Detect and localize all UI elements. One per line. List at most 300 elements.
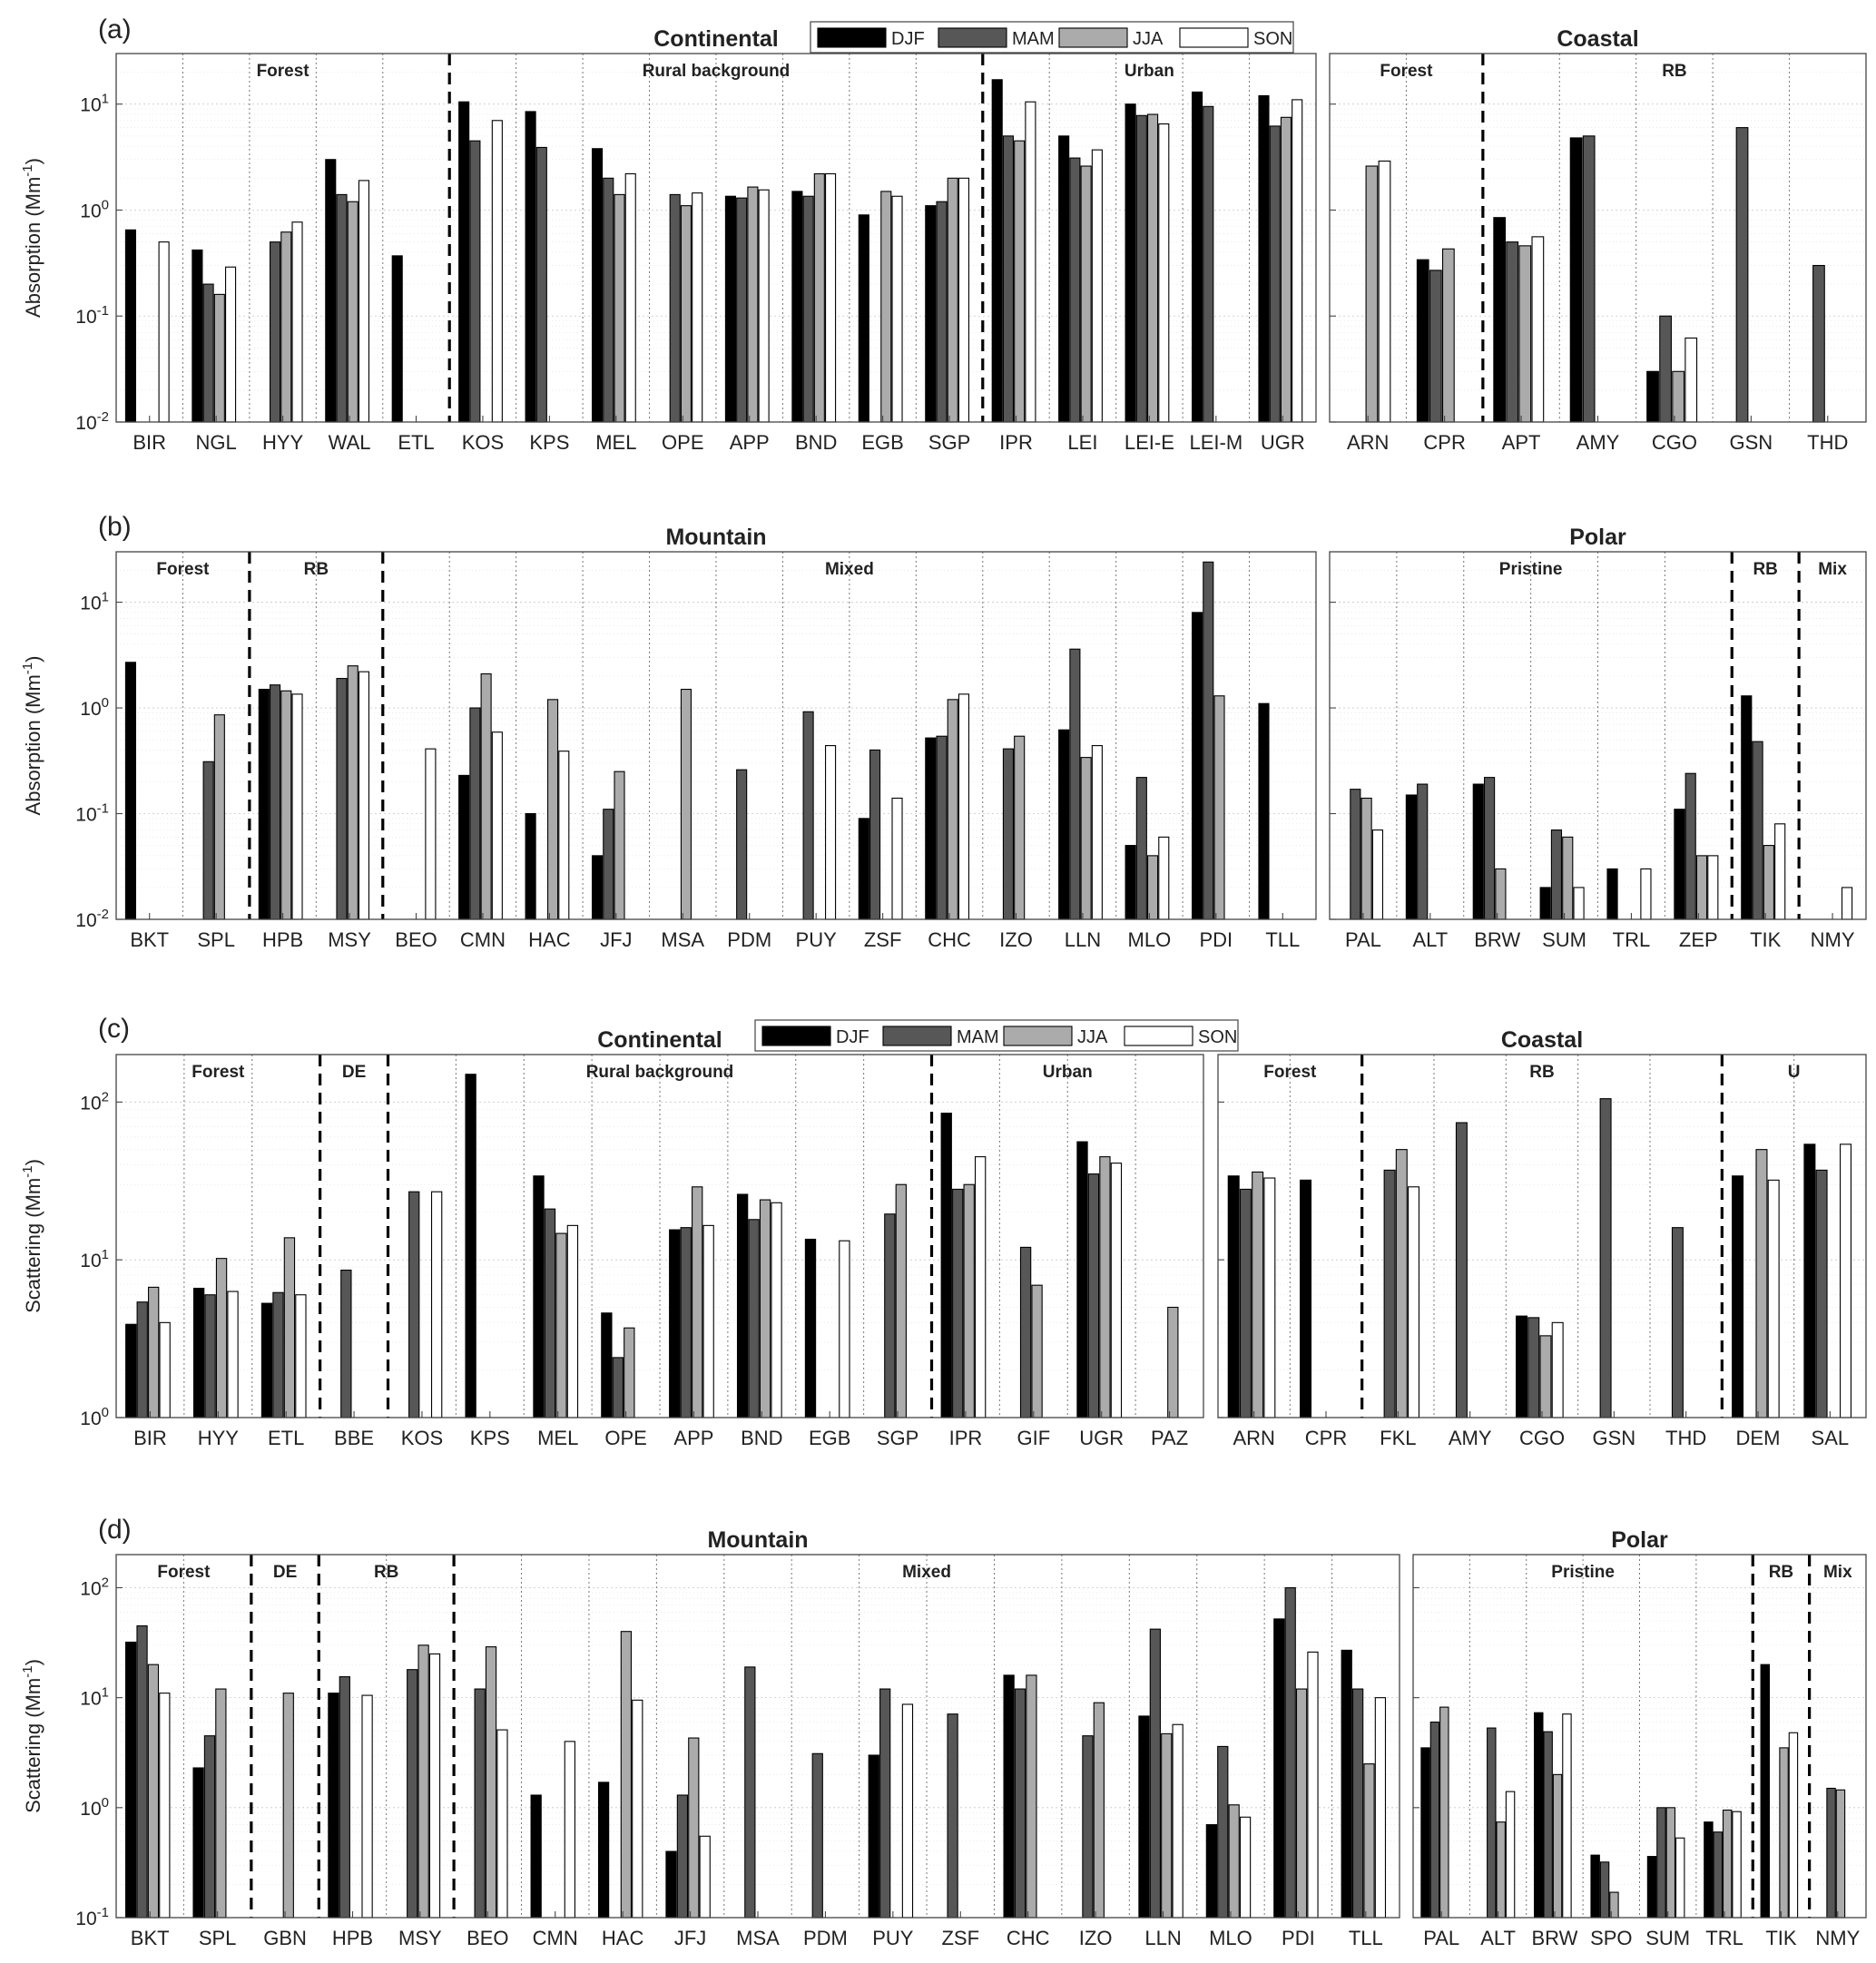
y-axis-label: Absorption $(Mm^{-1})$ bbox=[20, 655, 44, 816]
bar-egb-son bbox=[840, 1241, 850, 1418]
bar-mel-djf bbox=[534, 1176, 544, 1418]
bar-ngl-djf bbox=[192, 250, 202, 422]
x-tick-label: JFJ bbox=[673, 1927, 707, 1949]
x-tick-label: PDM bbox=[802, 1927, 848, 1949]
bar-bkt-djf bbox=[126, 1642, 136, 1918]
bar-trl-mam bbox=[1714, 1832, 1722, 1918]
panel-a bbox=[20, 15, 1866, 454]
bar-pdi-mam bbox=[1285, 1587, 1295, 1918]
bar-wal-jja bbox=[348, 201, 358, 422]
bar-app-jja bbox=[748, 187, 758, 422]
bar-alt-jja bbox=[1497, 1822, 1505, 1918]
legend-label-mam: MAM bbox=[957, 1027, 999, 1047]
group-label: DE bbox=[272, 1563, 298, 1582]
bar-trl-son bbox=[1641, 869, 1651, 919]
bar-app-mam bbox=[681, 1228, 691, 1418]
bar-sgp-jja bbox=[948, 178, 958, 422]
bar-msy-mam bbox=[337, 679, 347, 919]
x-tick-label: NGL bbox=[195, 431, 237, 454]
x-tick-label: TRL bbox=[1705, 1927, 1743, 1949]
group-label: RB bbox=[1768, 1563, 1794, 1582]
bar-app-son bbox=[703, 1225, 713, 1418]
x-tick-label: SGP bbox=[876, 1427, 919, 1449]
bar-ugr-jja bbox=[1100, 1157, 1110, 1418]
bar-chc-jja bbox=[1026, 1675, 1036, 1918]
x-tick-label: BKT bbox=[130, 928, 170, 951]
x-tick-label: SPL bbox=[197, 928, 235, 951]
bar-brw-djf bbox=[1535, 1713, 1543, 1918]
bar-mlo-mam bbox=[1136, 778, 1146, 919]
bar-jfj-mam bbox=[677, 1795, 687, 1918]
axes-coastal bbox=[1218, 1027, 1866, 1449]
group-label: RB bbox=[1753, 560, 1778, 579]
x-tick-label: BRW bbox=[1474, 928, 1521, 951]
bar-chc-jja bbox=[948, 700, 958, 919]
x-tick-label: PAZ bbox=[1150, 1427, 1189, 1449]
bar-kos-mam bbox=[470, 141, 480, 422]
panel-b bbox=[20, 512, 1866, 951]
panel-c bbox=[20, 1014, 1866, 1449]
x-tick-label: OPE bbox=[604, 1427, 647, 1449]
legend-swatch-mam bbox=[938, 28, 1007, 47]
bar-pal-djf bbox=[1421, 1748, 1429, 1918]
axes-continental bbox=[80, 1027, 1203, 1449]
y-tick-label: $10^1$ bbox=[80, 1684, 109, 1710]
bar-cgo-son bbox=[1552, 1322, 1563, 1418]
bar-lln-djf bbox=[1139, 1716, 1149, 1918]
axes-title: Coastal bbox=[1557, 26, 1639, 52]
x-tick-label: ALT bbox=[1412, 928, 1449, 951]
bar-tik-mam bbox=[1753, 741, 1763, 919]
bar-cgo-son bbox=[1685, 338, 1697, 422]
x-tick-label: EGB bbox=[861, 431, 904, 454]
bar-jfj-jja bbox=[689, 1738, 699, 1918]
axes-coastal bbox=[1330, 26, 1866, 454]
group-label: Forest bbox=[157, 1563, 211, 1582]
legend bbox=[755, 1020, 1238, 1051]
bar-spo-djf bbox=[1591, 1855, 1599, 1918]
x-tick-label: GIF bbox=[1017, 1427, 1051, 1449]
bar-mel-mam bbox=[604, 178, 614, 422]
bar-bir-djf bbox=[125, 230, 135, 422]
x-tick-label: PDM bbox=[727, 928, 772, 951]
bar-izo-jja bbox=[1094, 1703, 1104, 1918]
bar-apt-djf bbox=[1494, 218, 1506, 422]
x-tick-label: MLO bbox=[1127, 928, 1172, 951]
bar-kos-son bbox=[432, 1192, 442, 1418]
bar-beo-son bbox=[497, 1730, 507, 1918]
bar-cgo-djf bbox=[1647, 371, 1659, 422]
bar-lln-son bbox=[1092, 746, 1102, 919]
bar-lei-e-djf bbox=[1125, 104, 1135, 422]
x-tick-label: ZSF bbox=[941, 1927, 980, 1949]
bar-pdm-mam bbox=[737, 770, 747, 919]
bar-cgo-mam bbox=[1660, 316, 1672, 422]
x-tick-label: IZO bbox=[999, 928, 1033, 951]
bar-ipr-mam bbox=[953, 1189, 963, 1418]
bar-ope-mam bbox=[613, 1358, 623, 1418]
bar-arn-son bbox=[1379, 161, 1390, 422]
bar-jfj-son bbox=[700, 1836, 710, 1918]
bar-hac-jja bbox=[548, 700, 558, 919]
panel-label: (a) bbox=[98, 15, 132, 44]
bar-mel-djf bbox=[593, 149, 603, 422]
bar-sum-mam bbox=[1551, 830, 1561, 919]
x-tick-label: SUM bbox=[1645, 1927, 1691, 1949]
bar-bir-djf bbox=[126, 1324, 136, 1418]
group-label: Forest bbox=[256, 62, 309, 81]
legend-swatch-mam bbox=[883, 1026, 951, 1045]
group-label: Mix bbox=[1818, 560, 1847, 579]
bar-ugr-djf bbox=[1259, 95, 1269, 422]
bar-trl-djf bbox=[1607, 869, 1617, 919]
x-tick-label: TLL bbox=[1265, 928, 1301, 951]
axes-polar bbox=[1330, 525, 1866, 951]
x-tick-label: HYY bbox=[261, 431, 304, 454]
x-tick-label: ETL bbox=[398, 431, 435, 454]
x-tick-label: ALT bbox=[1480, 1927, 1516, 1949]
group-label: Urban bbox=[1124, 62, 1174, 81]
x-tick-label: MSY bbox=[328, 928, 371, 951]
x-tick-label: MEL bbox=[595, 431, 637, 454]
bar-egb-djf bbox=[859, 215, 869, 422]
x-tick-label: APP bbox=[729, 431, 770, 454]
x-tick-label: CGO bbox=[1518, 1427, 1566, 1449]
bar-kos-son bbox=[492, 121, 502, 422]
bar-cmn-djf bbox=[459, 775, 469, 919]
bar-cpr-djf bbox=[1301, 1180, 1311, 1418]
bar-apt-mam bbox=[1507, 242, 1518, 422]
x-tick-label: ARN bbox=[1233, 1427, 1275, 1449]
bar-ipr-djf bbox=[941, 1114, 951, 1418]
bar-dem-djf bbox=[1733, 1176, 1743, 1418]
legend-label-jja: JJA bbox=[1133, 29, 1164, 49]
bar-msy-mam bbox=[408, 1670, 417, 1918]
x-tick-label: MSA bbox=[736, 1927, 780, 1949]
bar-hpb-djf bbox=[329, 1693, 339, 1918]
bar-brw-djf bbox=[1473, 784, 1483, 919]
bar-arn-son bbox=[1264, 1178, 1275, 1418]
bar-hpb-djf bbox=[259, 690, 269, 919]
bar-lei-son bbox=[1092, 150, 1102, 422]
x-tick-label: UGR bbox=[1260, 431, 1305, 454]
bar-bir-son bbox=[160, 1322, 170, 1418]
group-label: Forest bbox=[156, 560, 210, 579]
bar-spl-mam bbox=[204, 1736, 214, 1918]
x-tick-label: HPB bbox=[261, 928, 304, 951]
bar-lei-e-son bbox=[1159, 124, 1169, 422]
x-tick-label: SGP bbox=[928, 431, 971, 454]
x-tick-label: CPR bbox=[1304, 1427, 1348, 1449]
bar-wal-son bbox=[359, 181, 368, 422]
x-tick-label: PDI bbox=[1282, 1927, 1315, 1949]
bar-ope-djf bbox=[602, 1313, 612, 1418]
bar-brw-son bbox=[1563, 1714, 1571, 1918]
bar-mel-jja bbox=[614, 194, 624, 422]
bar-arn-djf bbox=[1228, 1176, 1239, 1418]
group-label: RB bbox=[303, 560, 329, 579]
bar-apt-jja bbox=[1519, 246, 1531, 422]
bar-lei-e-mam bbox=[1136, 115, 1146, 422]
x-tick-label: THD bbox=[1807, 431, 1849, 454]
legend bbox=[810, 22, 1293, 53]
bar-app-mam bbox=[737, 198, 747, 422]
x-tick-label: IZO bbox=[1078, 1927, 1113, 1949]
y-tick-label: $10^{-1}$ bbox=[75, 303, 109, 329]
bar-etl-mam bbox=[273, 1292, 283, 1418]
axes-title: Polar bbox=[1611, 1527, 1668, 1553]
bar-puy-mam bbox=[880, 1689, 890, 1918]
bar-ipr-son bbox=[976, 1157, 986, 1418]
x-tick-label: KOS bbox=[461, 431, 505, 454]
x-tick-label: MSA bbox=[661, 928, 705, 951]
group-label: Mixed bbox=[902, 1563, 951, 1582]
x-tick-label: CMN bbox=[459, 928, 506, 951]
x-tick-label: MLO bbox=[1209, 1927, 1252, 1949]
bar-alt-son bbox=[1506, 1791, 1514, 1918]
bar-cmn-djf bbox=[531, 1795, 541, 1918]
bar-sum-mam bbox=[1657, 1808, 1665, 1918]
bar-kos-mam bbox=[409, 1192, 419, 1418]
x-tick-label: LEI bbox=[1067, 431, 1098, 454]
x-tick-label: BIR bbox=[133, 1427, 167, 1449]
bar-chc-djf bbox=[1004, 1675, 1014, 1918]
bar-mlo-son bbox=[1240, 1817, 1250, 1918]
x-tick-label: PUY bbox=[795, 928, 837, 951]
y-tick-label: $10^2$ bbox=[80, 1575, 109, 1600]
bar-cpr-mam bbox=[1429, 270, 1441, 422]
x-tick-label: SAL bbox=[1811, 1427, 1850, 1449]
group-label: DE bbox=[341, 1063, 367, 1082]
panel-label: (d) bbox=[98, 1515, 132, 1545]
group-label: Rural background bbox=[642, 62, 791, 81]
bar-izo-mam bbox=[1003, 749, 1013, 919]
x-tick-label: BEO bbox=[467, 1927, 509, 1949]
bar-hpb-son bbox=[292, 694, 302, 919]
bar-ugr-son bbox=[1111, 1163, 1121, 1418]
bar-pdi-djf bbox=[1193, 613, 1203, 919]
bar-jfj-djf bbox=[593, 856, 603, 919]
bar-hac-jja bbox=[621, 1632, 631, 1918]
x-tick-label: GSN bbox=[1592, 1427, 1636, 1449]
bar-sum-djf bbox=[1647, 1857, 1655, 1918]
bar-amy-djf bbox=[1570, 138, 1582, 422]
bar-lln-djf bbox=[1059, 730, 1069, 919]
bar-msy-jja bbox=[418, 1645, 428, 1918]
x-tick-label: PAL bbox=[1344, 928, 1381, 951]
bar-cgo-jja bbox=[1540, 1336, 1551, 1418]
bar-wal-mam bbox=[337, 194, 347, 422]
bar-app-son bbox=[759, 190, 769, 422]
legend-label-djf: DJF bbox=[891, 29, 925, 49]
bar-zsf-son bbox=[892, 799, 902, 919]
bar-amy-mam bbox=[1583, 136, 1595, 422]
x-tick-label: BIR bbox=[133, 431, 167, 454]
bar-ipr-son bbox=[1026, 102, 1036, 422]
x-tick-label: NMY bbox=[1810, 928, 1855, 951]
bar-ugr-djf bbox=[1077, 1142, 1087, 1418]
bar-brw-mam bbox=[1485, 778, 1495, 919]
x-tick-label: AMY bbox=[1576, 431, 1620, 454]
bar-etl-jja bbox=[284, 1238, 294, 1418]
bar-sgp-mam bbox=[885, 1214, 895, 1418]
bar-tll-djf bbox=[1259, 703, 1269, 919]
bar-izo-mam bbox=[1083, 1736, 1093, 1918]
bar-ugr-mam bbox=[1088, 1174, 1098, 1418]
bar-lln-mam bbox=[1070, 649, 1080, 919]
bar-etl-djf bbox=[392, 256, 402, 422]
group-label: RB bbox=[373, 1563, 399, 1582]
bar-ugr-jja bbox=[1281, 117, 1291, 422]
x-tick-label: BKT bbox=[130, 1927, 170, 1949]
bar-pdi-son bbox=[1308, 1652, 1318, 1918]
bar-gif-mam bbox=[1020, 1247, 1030, 1418]
x-tick-label: ARN bbox=[1346, 431, 1390, 454]
bar-beo-son bbox=[426, 749, 436, 919]
bar-spl-mam bbox=[203, 761, 213, 919]
bar-puy-djf bbox=[869, 1755, 879, 1918]
legend-swatch-jja bbox=[1004, 1026, 1072, 1045]
bar-hac-son bbox=[559, 751, 569, 919]
bar-nmy-mam bbox=[1827, 1788, 1835, 1918]
x-tick-label: ZSF bbox=[863, 928, 902, 951]
x-tick-label: SUM bbox=[1542, 928, 1587, 951]
bar-brw-jja bbox=[1553, 1774, 1561, 1918]
bar-etl-son bbox=[296, 1295, 306, 1418]
axes-title: Mountain bbox=[707, 1527, 809, 1553]
bar-pdi-jja bbox=[1297, 1689, 1307, 1918]
bar-spl-jja bbox=[214, 715, 224, 919]
x-tick-label: KOS bbox=[400, 1427, 444, 1449]
bar-hpb-son bbox=[362, 1695, 372, 1918]
bar-zep-mam bbox=[1685, 773, 1695, 919]
bar-tik-son bbox=[1775, 824, 1785, 919]
bar-beo-mam bbox=[475, 1689, 485, 1918]
bar-zsf-mam bbox=[870, 750, 880, 919]
bar-msa-jja bbox=[681, 690, 691, 919]
axes-polar bbox=[1413, 1527, 1866, 1949]
bar-ope-jja bbox=[681, 206, 691, 422]
bar-hyy-mam bbox=[205, 1295, 215, 1418]
bar-beo-jja bbox=[486, 1647, 496, 1918]
bar-pal-son bbox=[1372, 830, 1382, 919]
bar-msa-mam bbox=[745, 1667, 755, 1918]
bar-mlo-djf bbox=[1206, 1825, 1216, 1918]
x-tick-label: HAC bbox=[528, 928, 571, 951]
bar-msy-jja bbox=[348, 666, 358, 919]
bar-bkt-jja bbox=[148, 1664, 158, 1918]
bar-pal-jja bbox=[1440, 1707, 1449, 1918]
bar-lln-jja bbox=[1081, 758, 1091, 919]
bar-sum-son bbox=[1676, 1838, 1684, 1918]
y-axis-label: Scattering $(Mm^{-1})$ bbox=[20, 1659, 44, 1813]
legend-swatch-djf bbox=[818, 28, 886, 47]
bar-thd-mam bbox=[1813, 266, 1825, 422]
bar-chc-son bbox=[958, 694, 968, 919]
bar-arn-jja bbox=[1366, 166, 1378, 422]
x-tick-label: TIK bbox=[1765, 1927, 1797, 1949]
x-tick-label: UGR bbox=[1079, 1427, 1125, 1449]
group-label: RB bbox=[1662, 62, 1687, 81]
x-tick-label: GBN bbox=[263, 1927, 307, 1949]
bar-ope-mam bbox=[670, 194, 680, 422]
x-tick-label: CMN bbox=[532, 1927, 578, 1949]
x-tick-label: BND bbox=[741, 1427, 783, 1449]
bar-cgo-djf bbox=[1517, 1316, 1527, 1418]
legend-swatch-son bbox=[1125, 1026, 1193, 1045]
x-tick-label: IPR bbox=[948, 1427, 983, 1449]
x-tick-label: HYY bbox=[197, 1427, 239, 1449]
x-tick-label: GSN bbox=[1729, 431, 1773, 454]
bar-mlo-jja bbox=[1148, 856, 1158, 919]
bar-zep-jja bbox=[1696, 856, 1706, 919]
bar-bir-jja bbox=[149, 1287, 159, 1418]
bar-tik-jja bbox=[1780, 1748, 1788, 1918]
legend-swatch-jja bbox=[1059, 28, 1127, 47]
bar-jfj-djf bbox=[666, 1851, 676, 1918]
bar-fkl-mam bbox=[1384, 1170, 1395, 1418]
bar-tik-jja bbox=[1763, 846, 1773, 919]
bar-bnd-son bbox=[771, 1202, 781, 1418]
bar-chc-mam bbox=[937, 736, 947, 919]
bar-msy-son bbox=[429, 1654, 439, 1918]
x-tick-label: APT bbox=[1501, 431, 1541, 454]
bar-puy-son bbox=[826, 746, 836, 919]
group-label: Urban bbox=[1042, 1063, 1093, 1082]
bar-hpb-jja bbox=[281, 691, 291, 919]
bar-ipr-djf bbox=[992, 80, 1002, 422]
bar-lei-mam bbox=[1070, 158, 1080, 422]
x-tick-label: KPS bbox=[469, 1427, 510, 1449]
bar-paz-jja bbox=[1168, 1307, 1178, 1418]
bar-kps-mam bbox=[536, 147, 546, 422]
x-tick-label: CGO bbox=[1651, 431, 1697, 454]
group-label: Mix bbox=[1822, 1563, 1852, 1582]
bar-mel-jja bbox=[556, 1233, 566, 1418]
bar-tik-djf bbox=[1761, 1664, 1769, 1918]
x-tick-label: PUY bbox=[872, 1927, 914, 1949]
bar-sal-son bbox=[1841, 1144, 1851, 1418]
bar-fkl-son bbox=[1409, 1187, 1419, 1418]
group-label: Forest bbox=[192, 1063, 245, 1082]
bar-bkt-djf bbox=[125, 663, 135, 919]
x-tick-label: FKL bbox=[1380, 1427, 1417, 1449]
bar-lei-jja bbox=[1081, 166, 1091, 422]
bar-zep-djf bbox=[1675, 810, 1684, 919]
bar-cmn-jja bbox=[481, 674, 491, 919]
bar-lei-m-djf bbox=[1193, 92, 1203, 422]
bar-app-jja bbox=[692, 1187, 702, 1418]
x-tick-label: MSY bbox=[398, 1927, 442, 1949]
bar-hac-djf bbox=[599, 1782, 609, 1918]
bar-pal-mam bbox=[1351, 790, 1360, 919]
bar-pdi-jja bbox=[1214, 696, 1224, 919]
axes-continental bbox=[75, 26, 1316, 454]
bar-egb-son bbox=[892, 196, 902, 422]
x-tick-label: EGB bbox=[808, 1427, 851, 1449]
group-label: U bbox=[1787, 1063, 1801, 1082]
bar-bkt-mam bbox=[137, 1625, 147, 1918]
bar-hyy-mam bbox=[270, 242, 280, 422]
bar-hyy-jja bbox=[216, 1259, 226, 1418]
bar-zep-son bbox=[1708, 856, 1718, 919]
bar-sgp-mam bbox=[937, 201, 947, 422]
bar-ngl-jja bbox=[214, 294, 224, 422]
axes-title: Polar bbox=[1569, 525, 1626, 550]
axes-mountain bbox=[75, 1527, 1400, 1949]
bar-pdm-mam bbox=[812, 1753, 822, 1918]
bar-bir-mam bbox=[137, 1302, 147, 1418]
